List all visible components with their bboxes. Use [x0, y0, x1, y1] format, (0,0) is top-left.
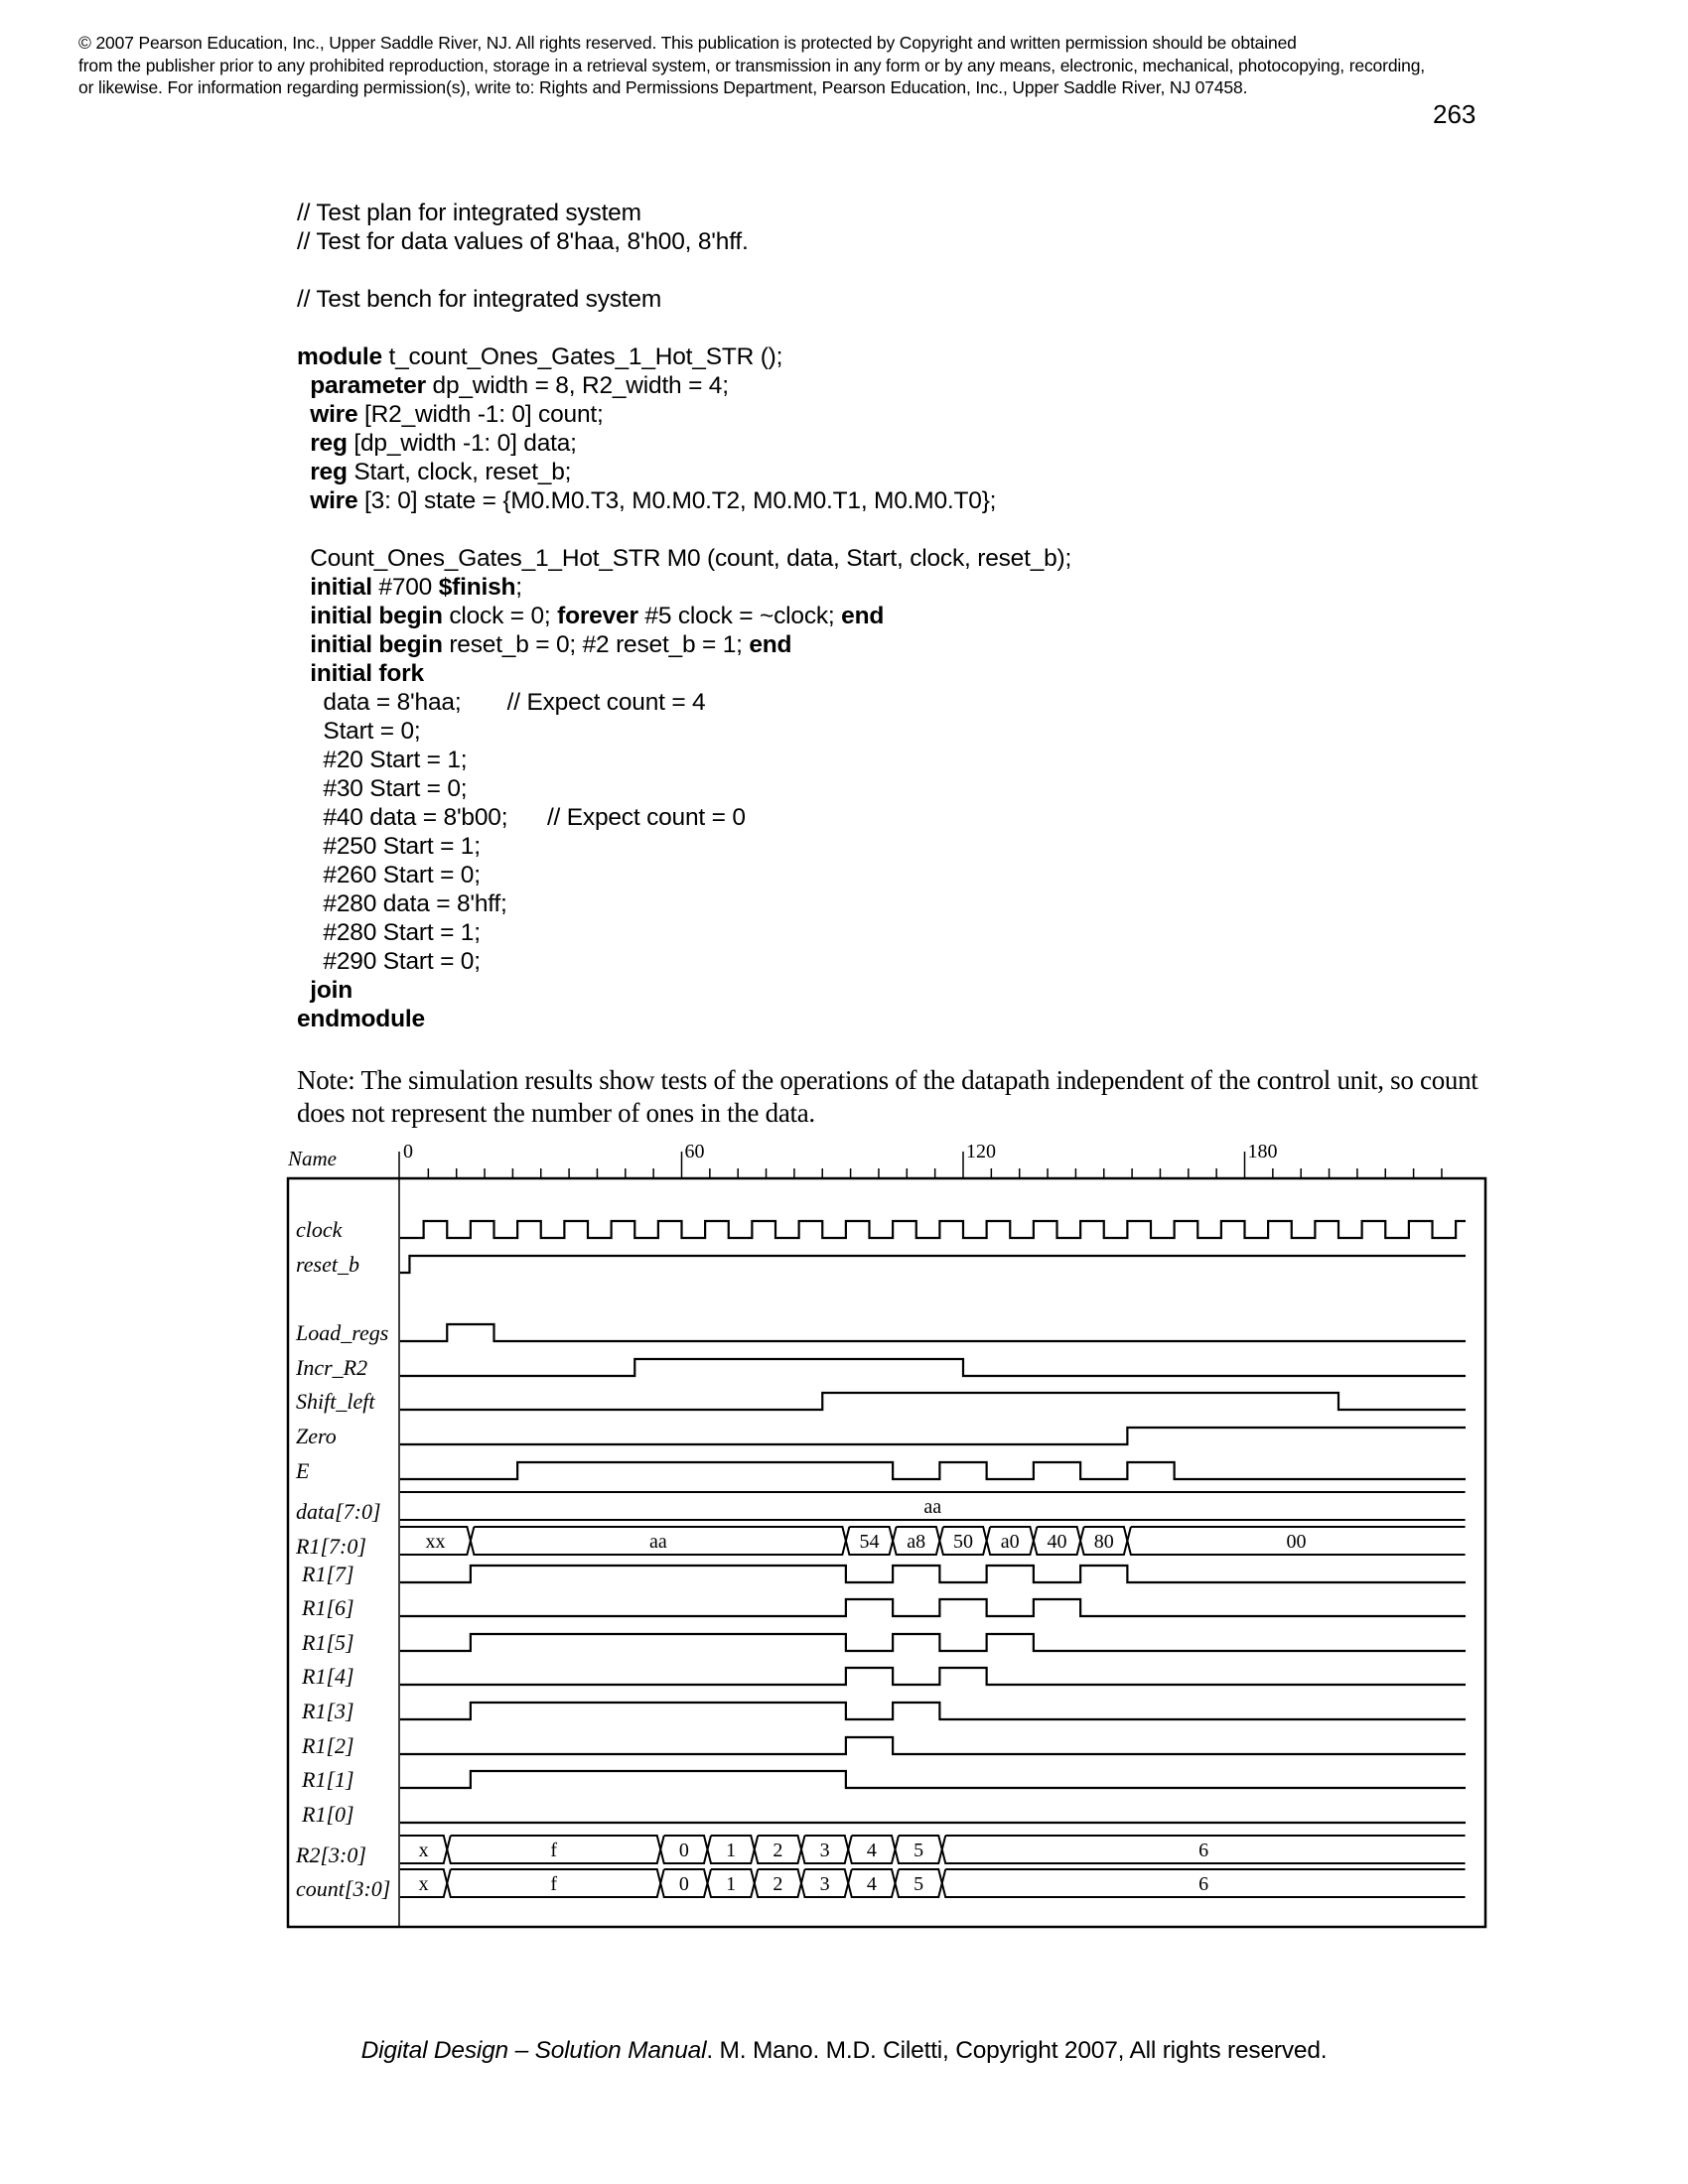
bus-value: a8: [907, 1531, 926, 1553]
bus-value: 3: [819, 1873, 830, 1895]
bus-value: 0: [678, 1873, 689, 1895]
bus-value: 1: [726, 1840, 737, 1861]
waveform-r1-5-: [400, 1634, 1466, 1651]
waveform-reset-b: [400, 1256, 1466, 1273]
signal-name: Zero: [296, 1424, 337, 1448]
code-text: Start = 0;: [297, 718, 421, 745]
bus-value: 3: [819, 1840, 830, 1861]
ruler-label: 60: [684, 1141, 705, 1162]
code-keyword: initial fork: [310, 660, 424, 687]
bus-value: 80: [1093, 1531, 1114, 1553]
signal-name: clock: [296, 1217, 343, 1242]
code-text: #260 Start = 0;: [297, 862, 481, 888]
signal-name: R1[0]: [302, 1802, 354, 1827]
bus-value: 54: [859, 1531, 880, 1553]
bus-value: 40: [1047, 1531, 1067, 1553]
signal-name: R1[5]: [302, 1630, 354, 1655]
code-keyword: $finish: [438, 574, 516, 601]
waveform-r1-2-: [400, 1737, 1466, 1754]
copyright-line: from the publisher prior to any prohibited reproduction, storage in a retrieval system, or transmission in any form or by any means, electronic, mechanical, photocopying, recording,: [78, 55, 1426, 75]
waveform-zero: [400, 1428, 1466, 1444]
bus-value: xx: [425, 1531, 446, 1553]
waveform-incr-r2: [400, 1359, 1466, 1376]
bus-value: 4: [866, 1840, 877, 1861]
code-text: dp_width = 8, R2_width = 4;: [425, 372, 729, 399]
signal-name: R1[4]: [302, 1664, 354, 1689]
signal-name: R2[3:0]: [296, 1843, 366, 1867]
code-text: #5 clock = ~clock;: [637, 603, 842, 629]
signal-name: R1[6]: [302, 1595, 354, 1620]
code-keyword: endmodule: [297, 1006, 425, 1032]
signal-name: Load_regs: [296, 1320, 389, 1345]
copyright-line: © 2007 Pearson Education, Inc., Upper Saddle River, NJ. All rights reserved. This publication is protected by Copyright and written permission should be obtained: [78, 33, 1297, 53]
code-text: #250 Start = 1;: [297, 833, 481, 860]
code-text: // Test bench for integrated system: [297, 286, 662, 313]
bus-value: x: [418, 1873, 429, 1895]
code-keyword: forever: [557, 603, 638, 629]
bus-value: 0: [678, 1840, 689, 1861]
waveform-r1-4-: [400, 1668, 1466, 1685]
code-text: #700: [371, 574, 439, 601]
code-keyword: parameter: [310, 372, 426, 399]
code-keyword: wire: [310, 487, 358, 514]
signal-name: R1[3]: [302, 1699, 354, 1723]
bus-value: 1: [726, 1873, 737, 1895]
code-keyword: initial: [310, 574, 372, 601]
code-text: clock = 0;: [442, 603, 558, 629]
bus-value: 50: [953, 1531, 973, 1553]
bus-value: 5: [914, 1840, 924, 1861]
waveform-r1-7-: [400, 1566, 1466, 1582]
bus-value: f: [550, 1840, 558, 1861]
book-title: Digital Design – Solution Manual: [360, 2037, 707, 2064]
signal-name: R1[7:0]: [296, 1534, 366, 1559]
ruler-label: 120: [966, 1141, 996, 1162]
page-footer: [0, 2037, 1688, 2065]
simulation-note: Note: The simulation results show tests of the operations of the datapath independent of the control unit, so count does not represent the number of ones in the data.: [297, 1065, 1478, 1128]
bus-value: a0: [1000, 1531, 1020, 1553]
bus-value: 2: [773, 1840, 783, 1861]
ruler-label: 0: [403, 1141, 413, 1162]
code-text: // Test plan for integrated system: [297, 200, 641, 226]
code-text: t_count_Ones_Gates_1_Hot_STR ();: [381, 343, 783, 370]
code-text: #30 Start = 0;: [297, 775, 468, 802]
code-keyword: end: [841, 603, 885, 629]
code-text: [3: 0] state = {M0.M0.T3, M0.M0.T2, M0.M0.T1, M0.M0.T0};: [357, 487, 997, 514]
code-text: #280 Start = 1;: [297, 919, 481, 946]
name-column-header: Name: [288, 1147, 337, 1170]
code-text: #20 Start = 1;: [297, 747, 468, 773]
code-text: Count_Ones_Gates_1_Hot_STR M0 (count, data, Start, clock, reset_b);: [297, 545, 1072, 572]
signal-name: R1[2]: [302, 1733, 354, 1758]
bus-value: aa: [923, 1496, 942, 1518]
waveform-clock: [400, 1221, 1466, 1238]
waveform-e: [400, 1462, 1466, 1479]
bus-value: x: [418, 1840, 429, 1861]
code-keyword: initial begin: [310, 631, 443, 658]
code-text: // Test for data values of 8'haa, 8'h00, 8'hff.: [297, 228, 749, 255]
page-number: 263: [1433, 99, 1477, 129]
code-keyword: end: [749, 631, 792, 658]
code-text: #40 data = 8'b00; // Expect count = 0: [297, 804, 746, 831]
code-text: ;: [515, 574, 522, 601]
signal-name: Shift_left: [296, 1389, 375, 1414]
code-keyword: initial begin: [310, 603, 443, 629]
ruler-label: 180: [1247, 1141, 1278, 1162]
signal-name: count[3:0]: [296, 1876, 391, 1901]
bus-value: 4: [866, 1873, 877, 1895]
code-text: [R2_width -1: 0] count;: [357, 401, 604, 428]
signal-name: R1[1]: [302, 1767, 354, 1792]
code-text: data = 8'haa; // Expect count = 4: [297, 689, 706, 716]
signal-name: data[7:0]: [296, 1499, 381, 1524]
copyright-line: or likewise. For information regarding permission(s), write to: Rights and Permissions Department, Pearson Education, Inc., Upper Saddle River, NJ 07458.: [78, 77, 1248, 97]
footer-credits: . M. Mano. M.D. Ciletti, Copyright 2007, All rights reserved.: [706, 2037, 1328, 2064]
code-keyword: module: [297, 343, 382, 370]
signal-name: E: [296, 1458, 310, 1483]
code-keyword: join: [310, 977, 352, 1004]
bus-value: 6: [1198, 1840, 1209, 1861]
signal-name: Incr_R2: [296, 1355, 368, 1380]
waveform-r1-6-: [400, 1599, 1466, 1616]
code-text: #290 Start = 0;: [297, 948, 481, 975]
code-keyword: wire: [310, 401, 358, 428]
waveform-r1-1-: [400, 1771, 1466, 1788]
code-keyword: reg: [310, 459, 348, 485]
code-text: Start, clock, reset_b;: [347, 459, 572, 485]
waveform-shift-left: [400, 1393, 1466, 1410]
bus-value: 6: [1198, 1873, 1209, 1895]
waveform-load-regs: [400, 1324, 1466, 1341]
bus-value: 2: [773, 1873, 783, 1895]
code-keyword: reg: [310, 430, 348, 457]
bus-value: f: [550, 1873, 558, 1895]
code-text: #280 data = 8'hff;: [297, 890, 507, 917]
bus-value: 00: [1286, 1531, 1307, 1553]
signal-name: R1[7]: [302, 1562, 354, 1586]
bus-value: aa: [648, 1531, 667, 1553]
code-text: [dp_width -1: 0] data;: [347, 430, 577, 457]
bus-value: 5: [914, 1873, 924, 1895]
code-text: reset_b = 0; #2 reset_b = 1;: [442, 631, 750, 658]
waveform-r1-3-: [400, 1703, 1466, 1719]
signal-name: reset_b: [296, 1252, 359, 1277]
